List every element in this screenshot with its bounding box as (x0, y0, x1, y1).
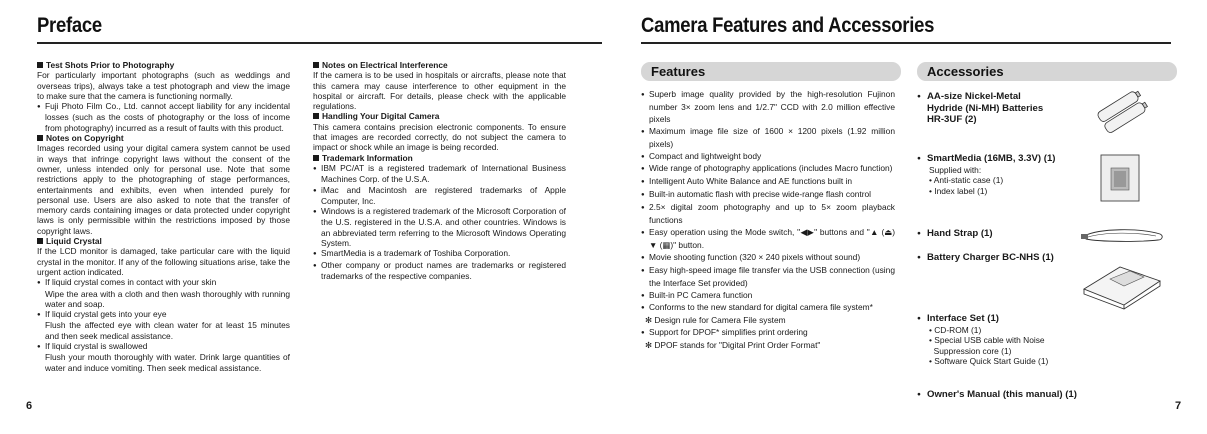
accessory-title: ● Interface Set (1) (917, 313, 1087, 325)
section-heading (37, 60, 290, 70)
interface-item: • Software Quick Start Guide (1) (929, 356, 1049, 367)
section-heading-text: Notes on Copyright (46, 133, 124, 144)
bullet-item: ● Superb image quality provided by the high-resolution Fujinon number 3× zoom lens and 1/2.7" CCD with 2.0 million effective pixels (641, 89, 895, 126)
bullet-item: ● Conforms to the new standard for digital camera file system* (641, 302, 895, 315)
hand-strap-illustration (1080, 226, 1166, 246)
bullet-sub-text: Wipe the area with a cloth and then wash thoroughly with running water and soap. (45, 288, 290, 309)
paragraph: Images recorded using your digital camera system cannot be used in ways that infringe copyright laws without the consent of the owner, unless intended only for personal use. Note that some restrictions apply to the photographing of stage performances, entertainments and exhibits, even when intended purely for personal use. Users are also asked to note that the transfer of memory cards containing images or data protected under copyright laws is only permissible within the restrictions imposed by those copyright laws. (37, 143, 290, 236)
accessory-title: ● Hand Strap (1) (917, 228, 993, 240)
section-heading-text: Handling Your Digital Camera (322, 111, 440, 122)
section-heading (313, 60, 566, 70)
square-bullet-icon (313, 62, 319, 68)
batteries-illustration (1090, 92, 1155, 134)
accessory-title: ● SmartMedia (16MB, 3.3V) (1) (917, 153, 1087, 165)
section-heading (37, 236, 290, 246)
page-number-right: 7 (1175, 400, 1182, 412)
interface-item: • Special USB cable with Noise (929, 335, 1045, 346)
supplied-item: • Anti-static case (1) (929, 175, 1004, 186)
square-bullet-icon (37, 238, 43, 244)
square-bullet-icon (313, 113, 319, 119)
section-heading (313, 111, 566, 121)
bullet-item: ● Compact and lightweight body (641, 151, 895, 164)
interface-item: • CD-ROM (1) (929, 324, 982, 335)
paragraph: If the camera is to be used in hospitals or aircrafts, please note that this camera may cause interference to other equipment in the hospital or aircraft. For details, please check with the applicable regulations. (313, 70, 566, 112)
bullet-item: ● Maximum image file size of 1600 × 1200 pixels (1.92 million pixels) (641, 126, 895, 151)
paragraph: If the LCD monitor is damaged, take particular care with the liquid crystal in the monitor. If any of the following situations arise, take the urgent action indicated. (37, 246, 290, 277)
features-heading: Features (641, 62, 901, 81)
bullet-item: ● Wide range of photography applications (includes Macro function) (641, 163, 895, 176)
bullet-sub-text: Flush the affected eye with clean water for at least 15 minutes and then seek medical assistance. (45, 320, 290, 341)
accessory-smartmedia (917, 153, 1087, 196)
bullet-item: ● SmartMedia is a trademark of Toshiba Corporation. (313, 248, 566, 259)
paragraph: This camera contains precision electronic components. To ensure that images are recorded correctly, do not subject the camera to impact or shock while an image is being recorded. (313, 121, 566, 153)
section-heading (313, 153, 566, 163)
bullet-item: ● If liquid crystal comes in contact with your skin (37, 277, 290, 288)
page-title-preface: Preface (37, 14, 102, 37)
accessory-title: ● Owner's Manual (this manual) (1) (917, 389, 1077, 401)
bullet-item: ● If liquid crystal gets into your eye (37, 309, 290, 320)
accessory-manual (917, 389, 1077, 401)
title-rule-left (37, 42, 602, 44)
square-bullet-icon (37, 135, 43, 141)
bullet-item: ● Easy high-speed image file transfer via the USB connection (using the Interface Set provided) (641, 265, 895, 290)
bullet-item: ● iMac and Macintosh are registered trademarks of Apple Computer, Inc. (313, 185, 566, 207)
preface-column-1 (37, 60, 290, 373)
features-list (641, 89, 895, 352)
bullet-item: ● Windows is a registered trademark of the Microsoft Corporation of the U.S. registered in the U.S.A. and other countries. Windows is an abbreviated term referring to the Microsoft Windows Operating System. (313, 206, 566, 248)
title-rule-right (641, 42, 1171, 44)
bullet-item: ● 2.5× digital zoom photography and up to 5× zoom playback functions (641, 202, 895, 227)
section-heading (37, 133, 290, 143)
battery-charger-illustration (1080, 261, 1164, 309)
accessory-title: HR-3UF (2) (927, 114, 977, 126)
footnote: ✻ DPOF stands for "Digital Print Order Format" (645, 340, 821, 351)
bullet-item: ● Support for DPOF* simplifies print ordering (641, 327, 895, 340)
page-title-features: Camera Features and Accessories (641, 14, 935, 37)
accessory-title: ● AA-size Nickel-Metal (917, 91, 1067, 103)
interface-item: Suppression core (1) (929, 345, 1012, 356)
bullet-item: ● Fuji Photo Film Co., Ltd. cannot accept liability for any incidental losses (such as the costs of photography or the loss of income from photography) incurred as a result of faults with this product. (37, 101, 290, 133)
bullet-item: ● Easy operation using the Mode switch, "◀▶" buttons and "▲ (⏏) ▼ (▦)" button. (641, 227, 895, 252)
bullet-item: ● Built-in PC Camera function (641, 290, 895, 303)
bullet-item: ● If liquid crystal is swallowed (37, 341, 290, 352)
footnote: ✻ Design rule for Camera File system (645, 315, 786, 326)
supplied-item: • Index label (1) (929, 185, 988, 196)
bullet-item: ● Built-in automatic flash with precise wide-range flash control (641, 189, 895, 202)
supplied-with-label: Supplied with: (929, 164, 982, 175)
section-heading-text: Trademark Information (322, 152, 413, 163)
section-heading-text: Notes on Electrical Interference (322, 60, 448, 70)
paragraph: For particularly important photographs (such as weddings and overseas trips), always take a test photograph and view the image to make sure that the camera is functioning normally. (37, 70, 290, 101)
preface-column-2 (313, 60, 566, 281)
square-bullet-icon (37, 62, 43, 68)
bullet-item: ● Other company or product names are trademarks or registered trademarks of the respective companies. (313, 260, 566, 282)
smartmedia-card-illustration (1100, 154, 1142, 204)
bullet-sub-text: Flush your mouth thoroughly with water. Drink large quantities of water and induce vomiting. Then seek medical assistance. (45, 352, 290, 373)
accessory-interface-set (917, 313, 1087, 367)
accessory-title: Hydride (Ni-MH) Batteries (927, 102, 1044, 114)
section-heading-text: Test Shots Prior to Photography (46, 60, 175, 70)
accessories-heading: Accessories (917, 62, 1177, 81)
square-bullet-icon (313, 155, 319, 161)
accessory-charger (917, 252, 1054, 264)
bullet-item: ● IBM PC/AT is a registered trademark of International Business Machines Corp. of the U.S.A. (313, 163, 566, 185)
accessory-hand-strap (917, 228, 993, 240)
section-heading-text: Liquid Crystal (46, 236, 102, 247)
accessory-batteries (917, 91, 1067, 126)
page-number-left: 6 (26, 400, 33, 412)
accessory-title: ● Battery Charger BC-NHS (1) (917, 252, 1054, 264)
bullet-item: ● Intelligent Auto White Balance and AE functions built in (641, 176, 895, 189)
bullet-item: ● Movie shooting function (320 × 240 pixels without sound) (641, 252, 895, 265)
